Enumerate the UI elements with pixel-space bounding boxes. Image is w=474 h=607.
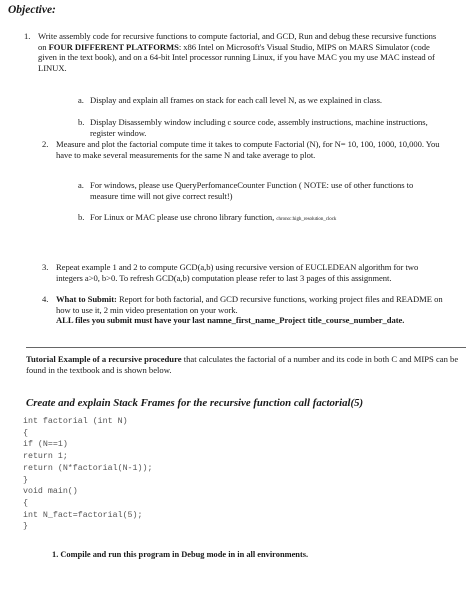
item-1b: [78, 117, 438, 138]
code-line: void main(): [23, 487, 78, 497]
item-2a-text: For windows, please use QueryPerfomanceCounter Function ( NOTE: use of other functions to measure time will not give correct result!): [90, 180, 414, 201]
stack-frames-title: Create and explain Stack Frames for the recursive function call factorial(5): [26, 397, 364, 409]
item-2a: [78, 180, 436, 201]
item-4-text: Report for both factorial, and GCD recursive functions, working project files and README on how to use it, 2 min video presentation on your work.: [56, 294, 443, 315]
item-4: [42, 294, 444, 326]
tutorial-text: that calculates the factorial of a number and its code in both C and MIPS can be found in the textbook and is shown below.: [26, 354, 459, 375]
item-1a-letter: a.: [78, 95, 84, 105]
objective-heading: Objective:: [8, 4, 56, 16]
item-4-label: What to Submit:: [56, 294, 117, 304]
item-2b-text: For Linux or MAC please use chrono library function,: [90, 212, 275, 222]
item-4-naming-rule: ALL files you submit must have your last namne_first_name_Project title_course_number_date.: [56, 315, 405, 325]
code-block: [23, 416, 152, 533]
item-1b-text: Display Disassembly window including c source code, assembly instructions, machine instructions, register window.: [90, 117, 428, 138]
step-1: 1. Compile and run this program in Debug mode in in all environments.: [52, 550, 309, 559]
item-2b: [78, 212, 460, 226]
code-line: int N_fact=factorial(5);: [23, 510, 143, 520]
code-line: int factorial (int N): [23, 417, 128, 426]
item-2-text: Measure and plot the factorial compute time it takes to compute Factorial (N), for N= 10, 100, 1000, 10,000. You have to make several measurements for the same N and take average to plot.: [56, 139, 440, 160]
code-line: return 1;: [23, 452, 68, 462]
item-1-text-cont: : x86 Intel on Microsoft's Visual Studio, MIPS on MARS Simulator (code given in the text book), and on a 64-bit Intel processor running Linux, if you have MAC you my use MAC instead of LINUX.: [38, 41, 435, 73]
code-line: {: [23, 498, 28, 508]
item-2-number: 2.: [42, 139, 49, 149]
item-3: [42, 262, 444, 283]
code-line: {: [23, 428, 28, 438]
item-1b-letter: b.: [78, 117, 85, 127]
item-2b-letter: b.: [78, 212, 85, 222]
item-1: [24, 31, 444, 73]
item-2a-letter: a.: [78, 180, 84, 190]
tutorial-label: Tutorial Example of a recursive procedure: [26, 354, 182, 364]
code-line: }: [23, 475, 28, 485]
code-line: }: [23, 522, 28, 532]
item-4-number: 4.: [42, 294, 49, 304]
code-line: return (N*factorial(N-1));: [23, 463, 153, 473]
item-3-text: Repeat example 1 and 2 to compute GCD(a,b) using recursive version of EUCLEDEAN algorithm for two integers a>0, b>0. To refresh GCD(a,b) computation please refer to last 3 pages of this assignment.: [56, 262, 419, 283]
item-1-number: 1.: [24, 31, 31, 41]
item-1a: [78, 95, 438, 106]
tutorial-paragraph: [26, 354, 460, 375]
item-1a-text: Display and explain all frames on stack for each call level N, as we explained in class.: [90, 95, 382, 105]
item-1-platforms: FOUR DIFFERENT PLATFORMS: [48, 41, 179, 52]
item-2: [42, 139, 442, 160]
item-2b-chrono: chrono::high_resolution_clock: [276, 217, 337, 222]
code-line: if (N==1): [23, 440, 68, 450]
item-1-text: Write assembly code for recursive functions to compute factorial, and GCD, Run and debug these recursive functions on: [38, 31, 437, 52]
section-divider: [26, 347, 466, 348]
item-3-number: 3.: [42, 262, 49, 272]
